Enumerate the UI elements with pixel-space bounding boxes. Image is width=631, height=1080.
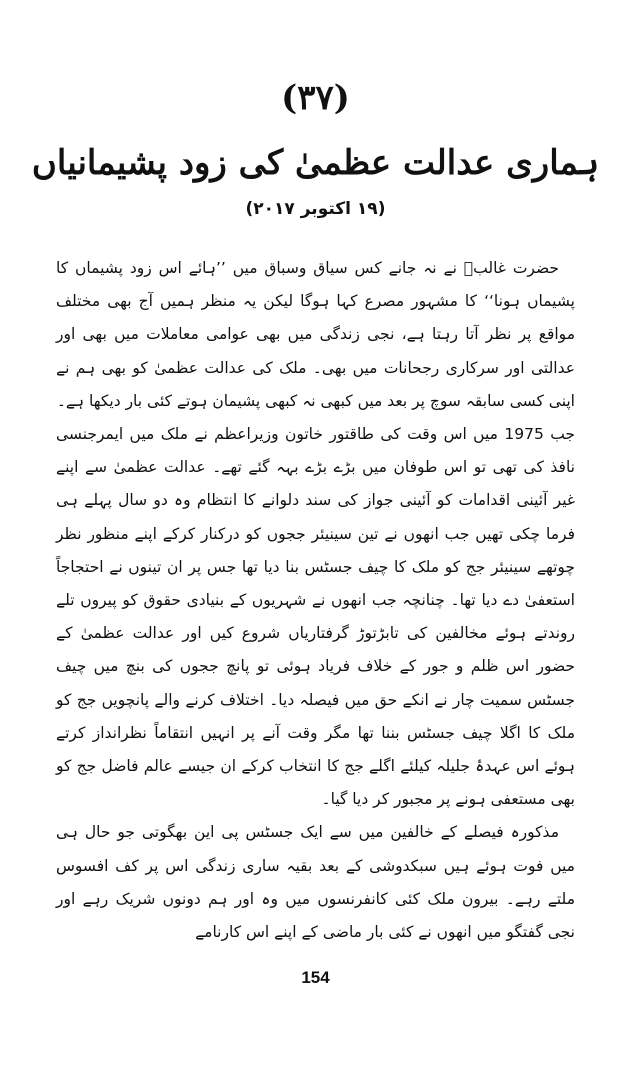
article-body [56,252,575,949]
chapter-date: (۱۹ اکتوبر ۲۰۱۷) [245,199,386,219]
page-number: 154 [301,968,330,987]
chapter-number: (۳۷) [281,78,350,118]
paragraph: مذکورہ فیصلے کے خالفین میں سے ایک جسٹس پی این بھگوتی جو حال ہی میں فوت ہوئے ہیں سبکدوشی کے بعد بقیہ ساری زندگی اس پر کف افسوس ملتے رہے۔ بیرون ملک کئی کانفرنسوں میں وہ اور ہم دونوں شریک رہے اور نجی گفتگو میں انھوں نے کئی بار ماضی کے اپنے اس کارنامے [56,823,575,942]
paragraph: حضرت غالبؔ نے نہ جانے کس سیاق وسباق میں ’’ہائے اس زود پشیماں کا پشیماں ہونا‘‘ کا مشہور مصرع کہا ہوگا لیکن یہ منظر ہمیں آج بھی مختلف مواقع پر نظر آتا رہتا ہے، نجی زندگی میں بھی عوامی معاملات میں بھی اور عدالتی اور سرکاری رجحانات میں بھی۔ ملک کی عدالت عظمیٰ کو بھی ہم نے اپنی کسی سابقہ سوچ پر بعد میں کبھی نہ کبھی پشیمان ہوتے کئی بار دیکھا ہے۔ [56,259,575,410]
paragraph: جب 1975 میں اس وقت کی طاقتور خاتون وزیراعظم نے ملک میں ایمرجنسی نافذ کی تھی تو اس طوفان میں بڑے بڑے بہہ گئے تھے۔ عدالت عظمیٰ سے اپنے غیر آئینی اقدامات کو آئینی جواز کی سند دلوانے کا انتظام وہ دو سال پہلے ہی فرما چکی تھیں جب انھوں نے تین سینیئر ججوں کو درکنار کرکے اپنے منظور نظر چوتھے سینیئر جج کو ملک کا چیف جسٹس بنا دیا تھا جس پر ان تینوں نے احتجاجاً استعفیٰ دے دیا تھا۔ چنانچہ جب انھوں نے شہریوں کے بنیادی حقوق کو پیروں تلے روندتے ہوئے مخالفین کی تابڑتوڑ گرفتاریاں شروع کیں اور عدالت عظمیٰ کے حضور اس ظلم و جور کے خلاف فریاد ہوئی تو پانچ ججوں کی بنچ میں چیف جسٹس سمیت چار نے انکے حق میں فیصلہ دیا۔ اختلاف کرنے والے پانچویں جج کو ملک کا اگلا چیف جسٹس بننا تھا مگر وقت آنے پر انہیں انتقاماً نظرانداز کرتے ہوئے اس عہدۂ جلیلہ کیلئے اگلے جج کا انتخاب کرکے ان جیسے عالم فاضل جج کو بھی مستعفی ہونے پر مجبور کر دیا گیا۔ [56,425,575,809]
chapter-title: ہماری عدالت عظمیٰ کی زود پشیمانیاں [31,143,600,183]
